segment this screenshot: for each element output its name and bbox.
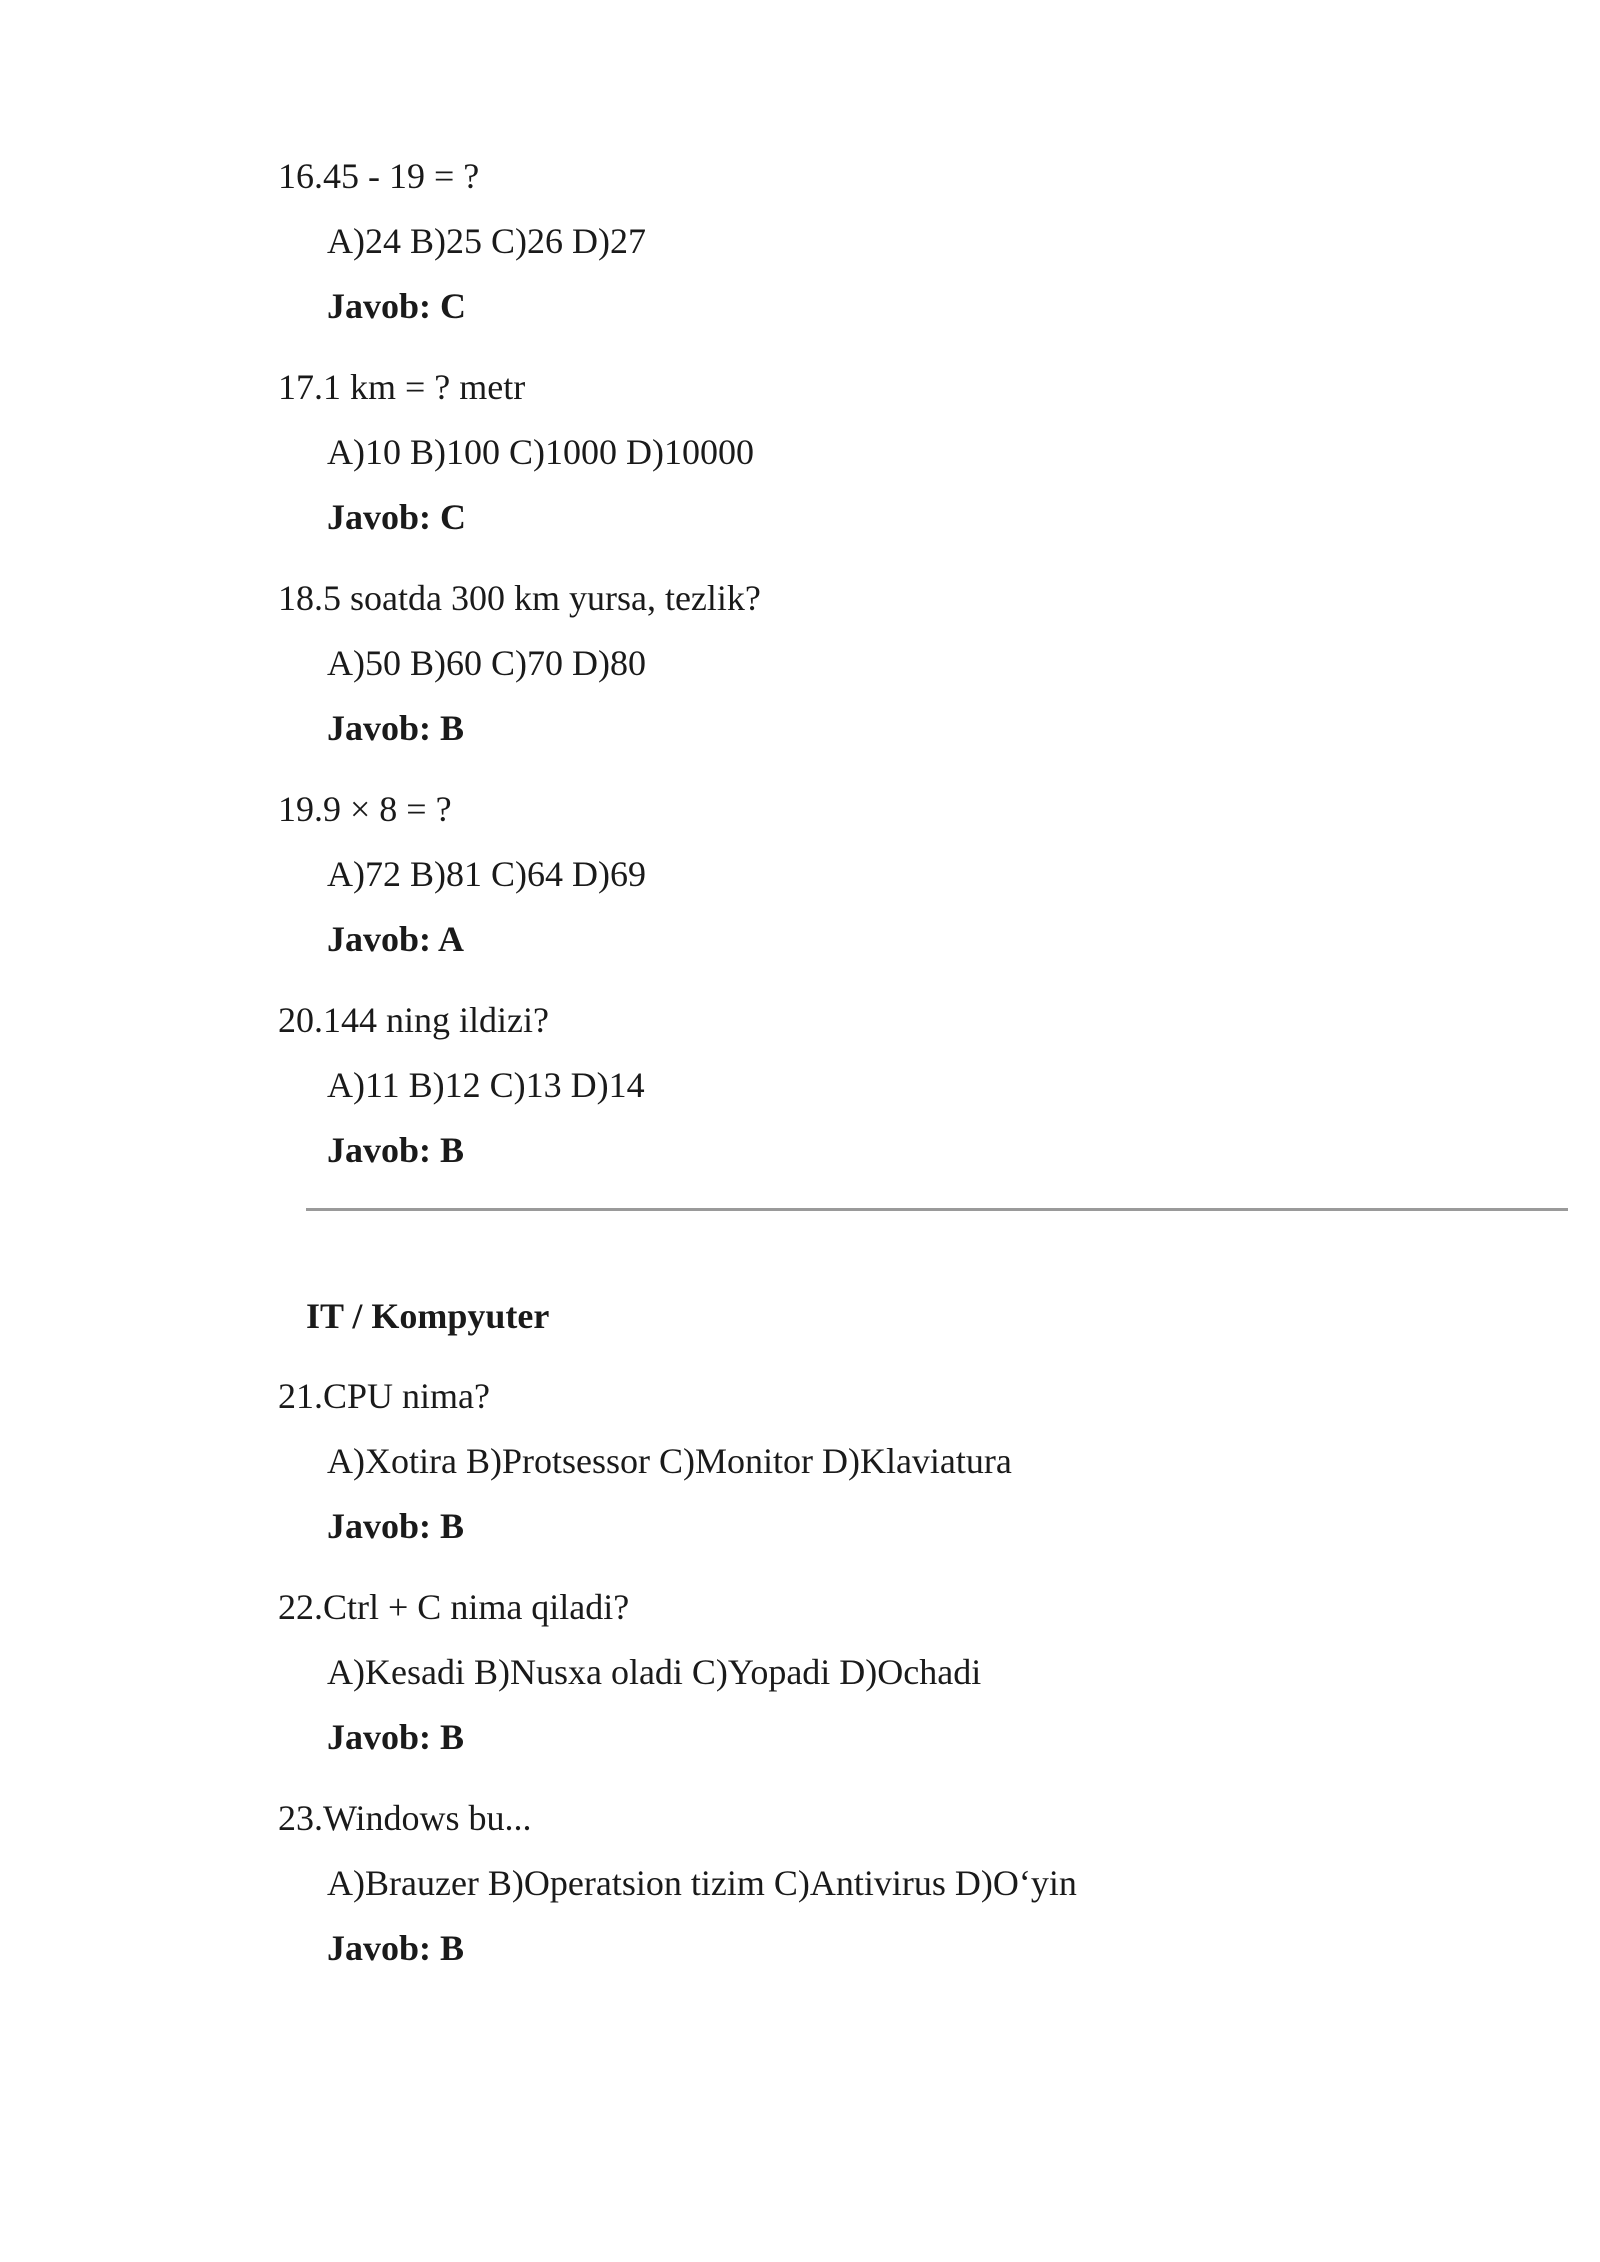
question-text: 22.Ctrl + C nima qiladi?: [278, 1587, 630, 1627]
section-divider: [306, 1208, 1568, 1211]
question-options: A)10 B)100 C)1000 D)10000: [327, 432, 754, 472]
question-23: [278, 1798, 1528, 1968]
question-text: 19.9 × 8 = ?: [278, 789, 452, 829]
question-answer: Javob: B: [327, 1506, 465, 1546]
question-text: 21.CPU nima?: [278, 1376, 490, 1416]
question-19: [278, 789, 1528, 959]
question-text: 18.5 soatda 300 km yursa, tezlik?: [278, 578, 761, 618]
question-17: [278, 367, 1528, 537]
question-22: [278, 1587, 1528, 1757]
question-18: [278, 578, 1528, 748]
question-answer: Javob: B: [327, 1130, 465, 1170]
question-answer: Javob: B: [327, 1928, 465, 1968]
question-20: [278, 1000, 1528, 1170]
section-heading: IT / Kompyuter: [306, 1296, 550, 1336]
question-text: 16.45 - 19 = ?: [278, 156, 480, 196]
question-answer: Javob: B: [327, 708, 465, 748]
question-options: A)Kesadi B)Nusxa oladi C)Yopadi D)Ochadi: [327, 1652, 982, 1692]
question-options: A)24 B)25 C)26 D)27: [327, 221, 646, 261]
question-options: A)50 B)60 C)70 D)80: [327, 643, 646, 683]
question-answer: Javob: B: [327, 1717, 465, 1757]
question-16: [278, 156, 1528, 326]
question-answer: Javob: C: [327, 286, 467, 326]
question-options: A)Xotira B)Protsessor C)Monitor D)Klaviatura: [327, 1441, 1012, 1481]
question-options: A)11 B)12 C)13 D)14: [327, 1065, 645, 1105]
question-text: 23.Windows bu...: [278, 1798, 532, 1838]
question-text: 17.1 km = ? metr: [278, 367, 526, 407]
question-options: A)Brauzer B)Operatsion tizim C)Antivirus D)O‘yin: [327, 1863, 1077, 1903]
question-text: 20.144 ning ildizi?: [278, 1000, 549, 1040]
question-options: A)72 B)81 C)64 D)69: [327, 854, 646, 894]
question-answer: Javob: C: [327, 497, 467, 537]
question-21: [278, 1376, 1528, 1546]
question-answer: Javob: A: [327, 919, 465, 959]
